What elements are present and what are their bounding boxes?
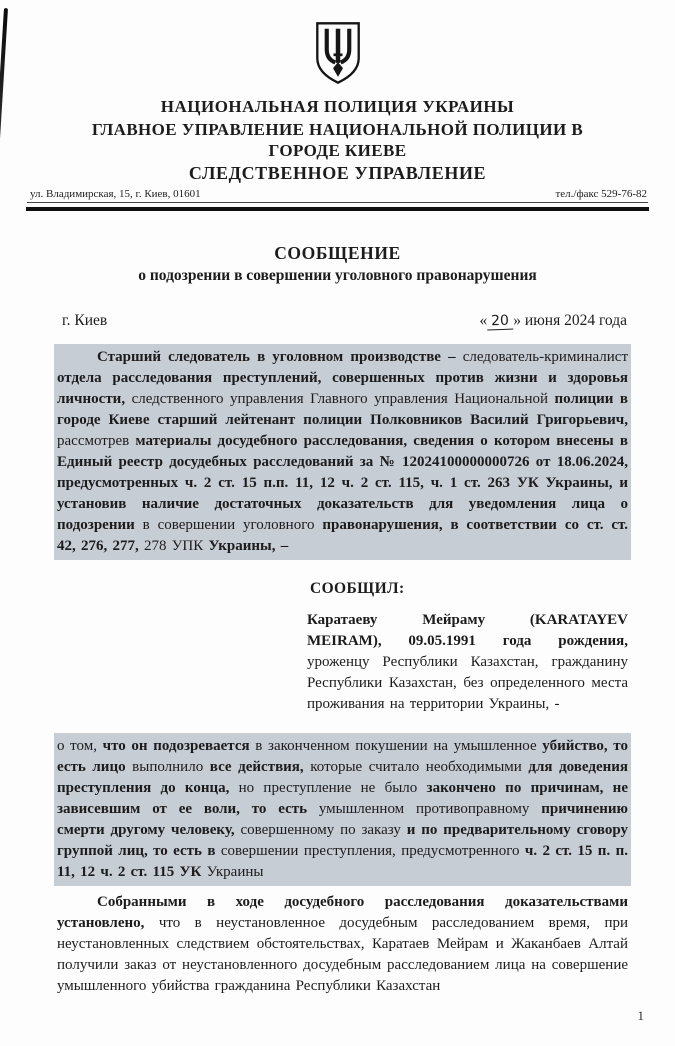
- letterhead: [0, 0, 675, 211]
- document-title: СООБЩЕНИЕ: [274, 243, 401, 263]
- date-month-year: » июня 2024 года: [513, 312, 627, 329]
- org-address: ул. Владимирская, 15, г. Киев, 01601: [30, 188, 201, 200]
- org-name-line1: НАЦИОНАЛЬНАЯ ПОЛИЦИЯ УКРАИНЫ: [160, 97, 515, 116]
- letterhead-contact-row: [30, 188, 647, 200]
- paragraph-investigator-highlighted: Старший следователь в уголовном производстве – следователь-криминалист отдела расследования преступлений, совершенных против жизни и здоровья личности, следственного управления Главного управления Национальной полиции в городе Киеве старший лейтенант полиции Полковников Василий Григорьевич, рассмотрев материалы досудебного расследования, сведения о котором внесены в Единый реестр досудебных расследований за № 12024100000000726 от 18.06.2024, предусмотренных ч. 2 ст. 15 п.п. 11, 12 ч. 2 ст. 115, ч. 1 ст. 263 УК Украины, и установив наличие достаточных доказательств для уведомления лица о подозрении в совершении уголовного правонарушения, в соответствии со ст. ст. 42, 276, 277, 278 УПК Украины, –: [57, 347, 628, 557]
- letterhead-thin-rule: [27, 202, 648, 203]
- document-date: [480, 312, 627, 330]
- date-open-quote: «: [479, 312, 488, 329]
- ukraine-trident-emblem-icon: [311, 20, 365, 91]
- org-name-line2: ГЛАВНОЕ УПРАВЛЕНИЕ НАЦИОНАЛЬНОЙ ПОЛИЦИИ В ГОРОДЕ КИЕВЕ: [91, 120, 584, 160]
- page-number: 1: [637, 1008, 644, 1023]
- org-name-line3: СЛЕДСТВЕННОЕ УПРАВЛЕНИЕ: [188, 163, 487, 183]
- org-phone-fax: тел./факс 529-76-82: [555, 188, 647, 200]
- document-subtitle: о подозрении в совершении уголовного правонарушения: [138, 267, 537, 284]
- paragraph-evidence: Собранными в ходе досудебного расследования доказательствами установлено, что в неустановленное досудебным расследованием время, при неустановленных следствием обстоятельствах, Каратаев Мейрам и Жаканбаев Алтай получили заказ от неустановленного досудебным расследованием лица на совершение умышленного убийства гражданина Республики Казахстан: [57, 894, 628, 994]
- place-date-row: [62, 312, 627, 330]
- handwritten-date-day: 20: [487, 313, 514, 331]
- paragraph-suspicion-highlighted: о том, что он подозревается в законченном покушении на умышленное убийство, то есть лицо выполнило все действия, которые считало необходимыми для доведения преступления до конца, но преступление не было закончено по причинам, не зависевшим от ее воли, то есть умышленном противоправному причинению смерти другому человеку, совершенному по заказу и по предварительному сговору группой лиц, то есть в совершении преступления, предусмотренного ч. 2 ст. 15 п. п. 11, 12 ч. 2 ст. 115 УК Украины: [57, 736, 628, 883]
- document-place: г. Киев: [62, 312, 108, 329]
- paragraph-addressee: Каратаеву Мейраму (KARATAYEV MEIRAM), 09.05.1991 года рождения, уроженцу Республики Казахстан, гражданину Республики Казахстан, без определенного места проживания на территории Украины, -: [307, 612, 628, 712]
- soobshil-heading: СООБЩИЛ:: [310, 580, 405, 597]
- letterhead-thick-rule: [26, 207, 649, 211]
